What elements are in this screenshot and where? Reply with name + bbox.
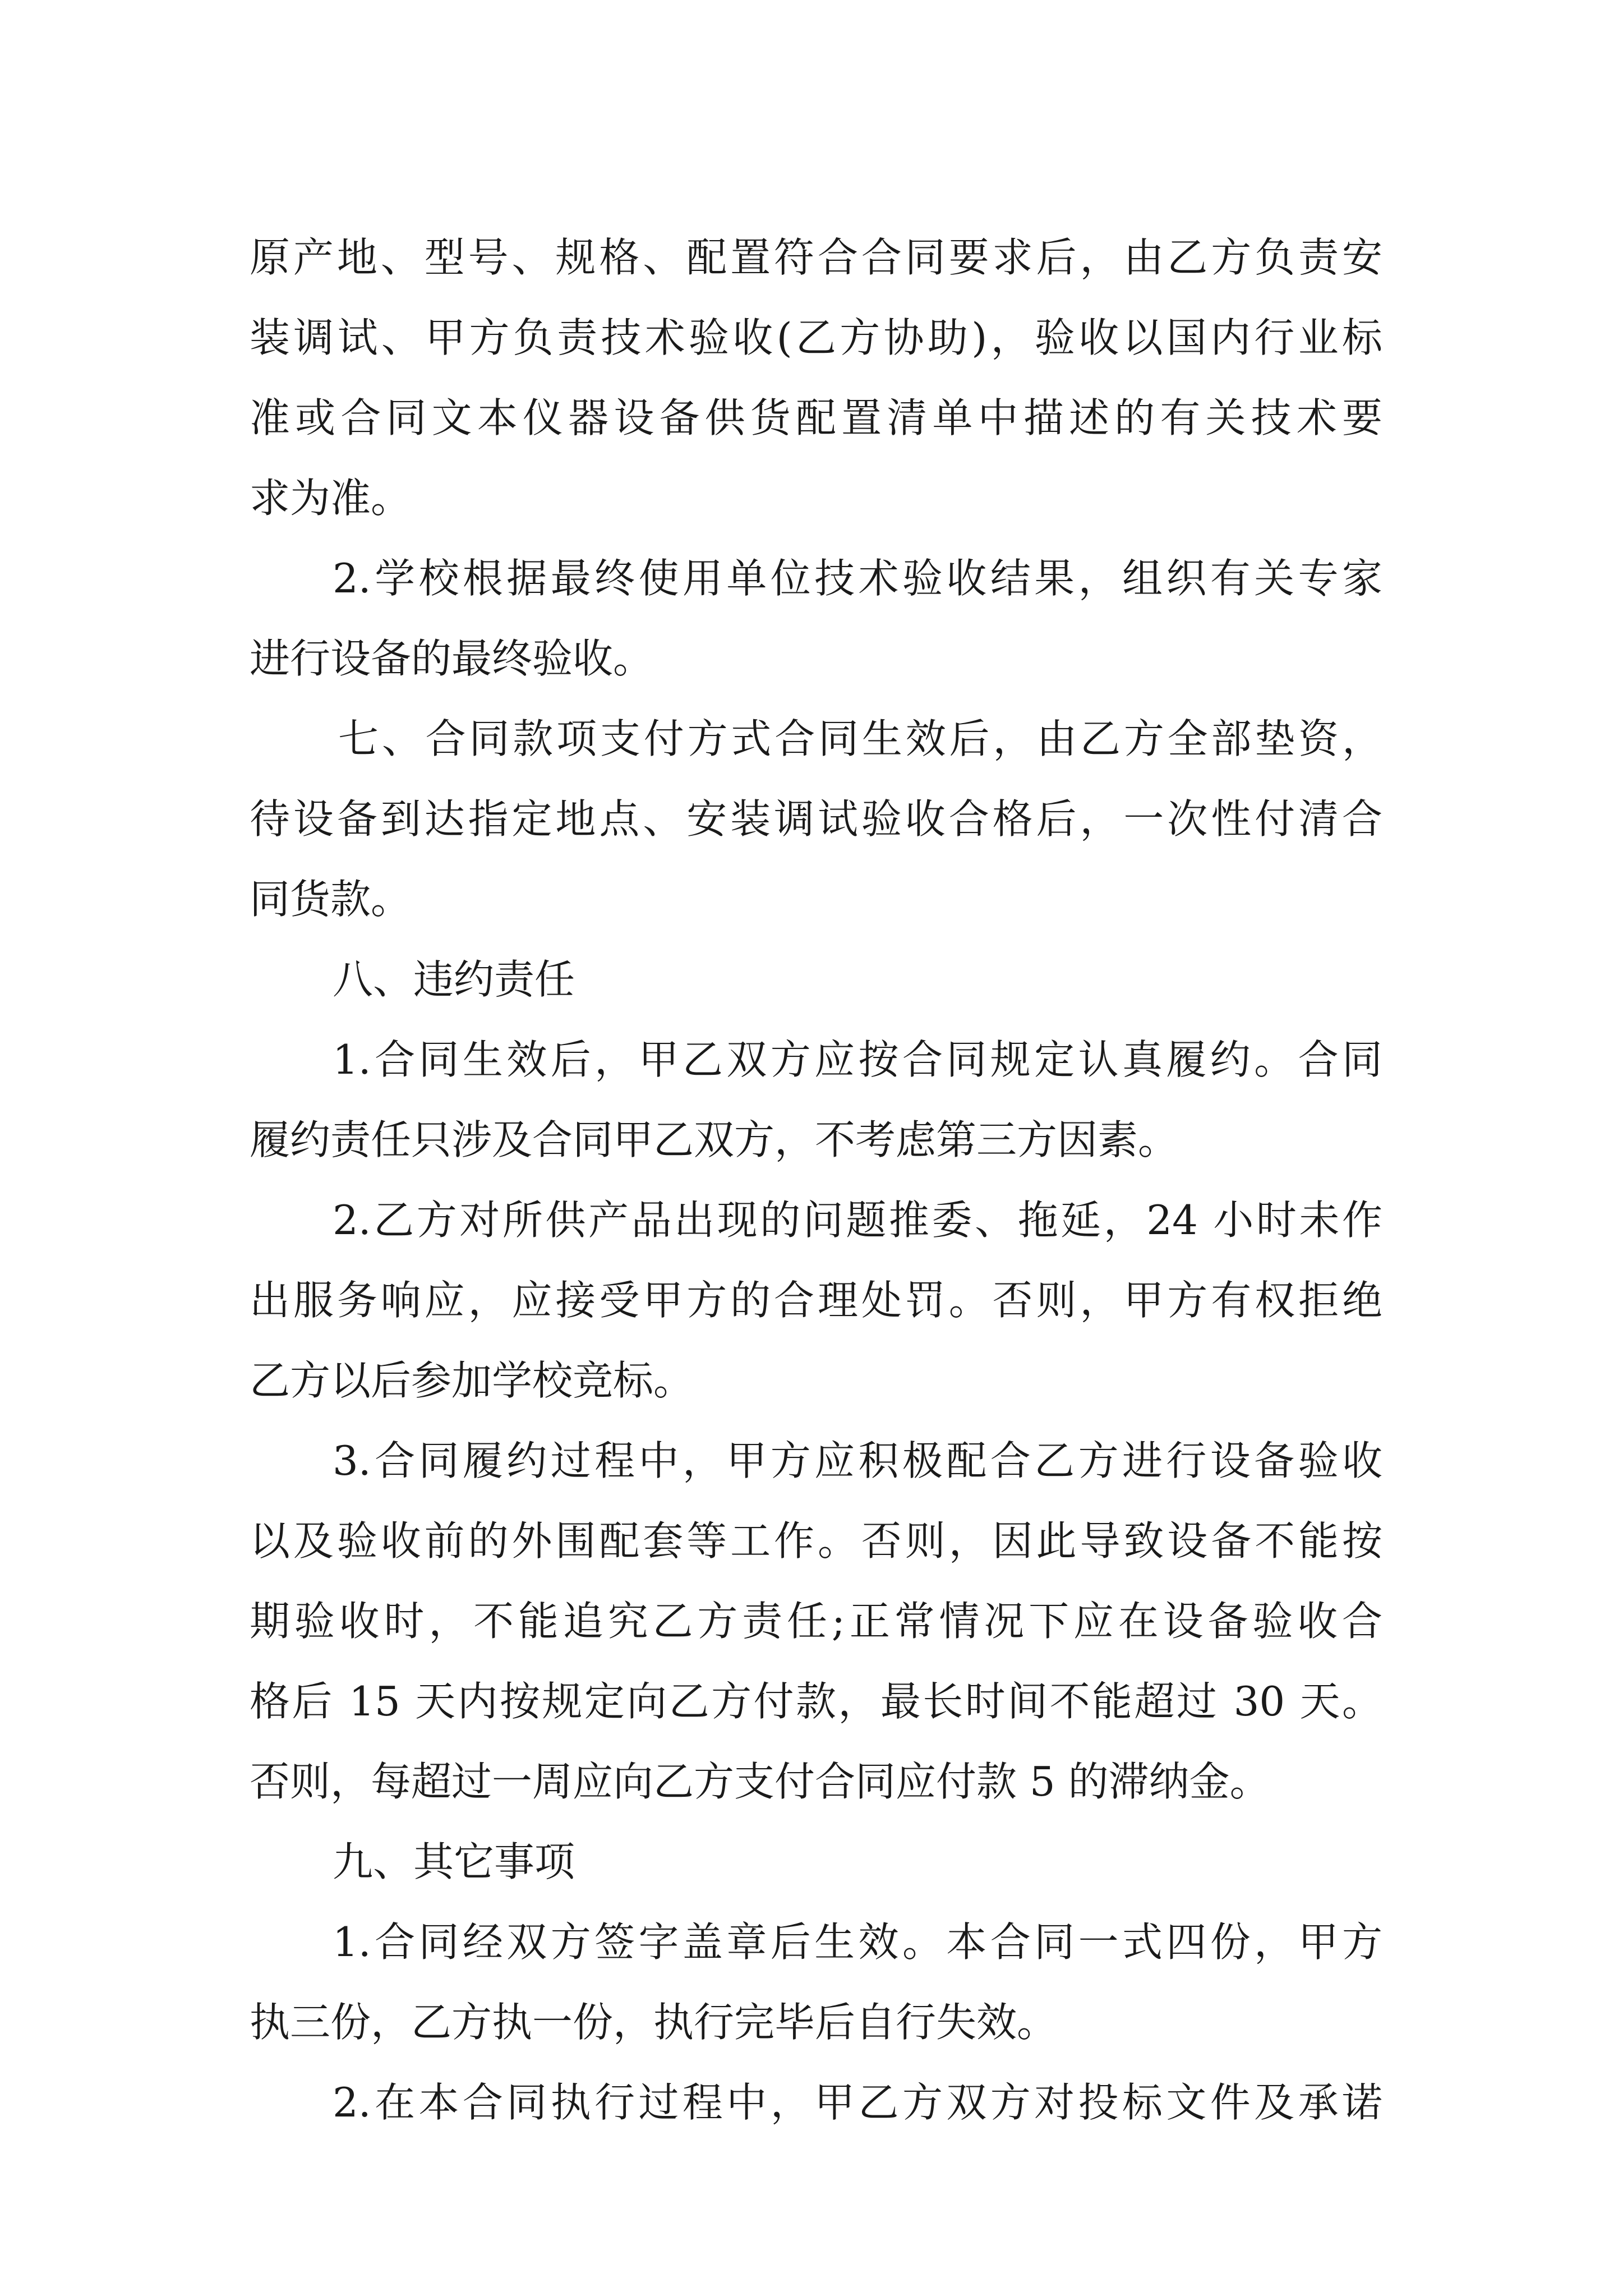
- text-line: 期验收时，不能追究乙方责任;正常情况下应在设备验收合: [250, 1598, 1382, 1645]
- text-line: 履约责任只涉及合同甲乙双方，不考虑第三方因素。: [250, 1116, 1179, 1163]
- text-line: 执三份，乙方执一份，执行完毕后自行失效。: [250, 1999, 1058, 2046]
- text-line: 出服务响应，应接受甲方的合理处罚。否则，甲方有权拒绝: [250, 1277, 1382, 1324]
- text-line: 2.在本合同执行过程中，甲乙方双方对投标文件及承诺: [333, 2079, 1382, 2126]
- text-line: 1.合同生效后，甲乙双方应按合同规定认真履约。合同: [333, 1036, 1382, 1083]
- text-line: 待设备到达指定地点、安装调试验收合格后，一次性付清合: [250, 795, 1382, 843]
- text-line: 1.合同经双方签字盖章后生效。本合同一式四份，甲方: [333, 1918, 1382, 1966]
- document-page: [250, 218, 1382, 2143]
- text-line: 求为准。: [250, 475, 412, 522]
- text-line: 3.合同履约过程中，甲方应积极配合乙方进行设备验收: [333, 1437, 1382, 1484]
- text-line: 以及验收前的外围配套等工作。否则，因此导致设备不能按: [250, 1517, 1382, 1565]
- text-line: 格后 15 天内按规定向乙方付款，最长时间不能超过 30 天。: [250, 1678, 1382, 1725]
- text-line: 七、合同款项支付方式合同生效后，由乙方全部垫资，: [338, 715, 1382, 762]
- text-line: 装调试、甲方负责技术验收(乙方协助)，验收以国内行业标: [250, 314, 1382, 361]
- text-line: 准或合同文本仪器设备供货配置清单中描述的有关技术要: [250, 394, 1382, 441]
- text-line: 原产地、型号、规格、配置符合合同要求后，由乙方负责安: [250, 234, 1382, 281]
- text-line: 乙方以后参加学校竞标。: [250, 1357, 694, 1404]
- text-line: 2.学校根据最终使用单位技术验收结果，组织有关专家: [333, 555, 1382, 602]
- text-line: 否则，每超过一周应向乙方支付合同应付款 5 的滞纳金。: [250, 1758, 1270, 1805]
- text-line: 九、其它事项: [333, 1838, 575, 1885]
- text-line: 八、违约责任: [333, 956, 575, 1003]
- text-line: 进行设备的最终验收。: [250, 635, 654, 682]
- text-line: 2.乙方对所供产品出现的问题推委、拖延，24 小时未作: [333, 1197, 1382, 1244]
- text-line: 同货款。: [250, 876, 412, 923]
